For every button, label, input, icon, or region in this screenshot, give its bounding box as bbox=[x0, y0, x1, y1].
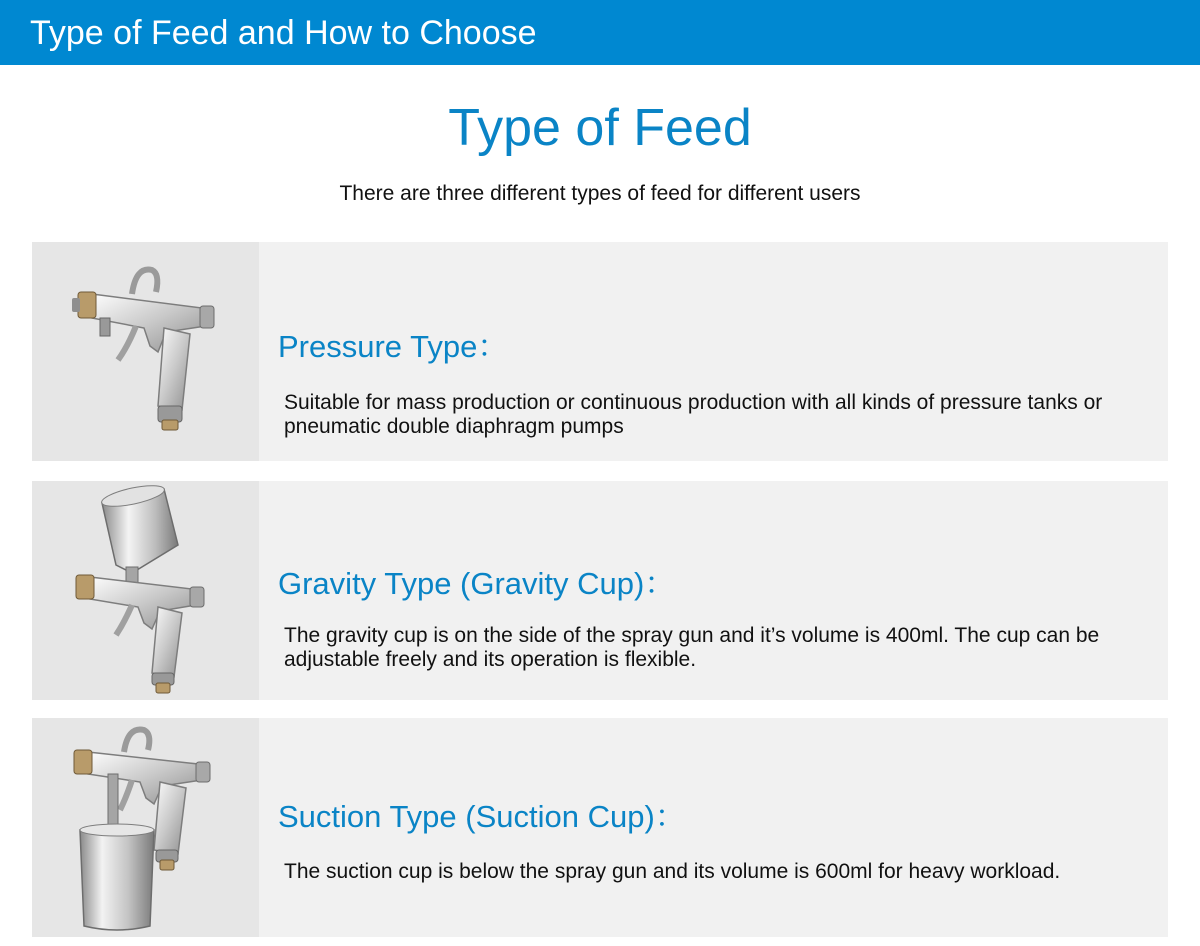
header-bar bbox=[0, 0, 1200, 65]
feed-card-suction bbox=[32, 718, 1168, 937]
feed-heading-pressure: Pressure Type： bbox=[278, 329, 509, 364]
feed-image-suction bbox=[32, 718, 259, 937]
suction-spray-gun-icon bbox=[32, 718, 259, 937]
pressure-spray-gun-icon bbox=[32, 242, 259, 461]
page-subtitle: There are three different types of feed for different users bbox=[339, 182, 861, 205]
feed-description-pressure: Suitable for mass production or continuous production with all kinds of pressure tanks or pneumatic double diaphragm pumps bbox=[284, 391, 1103, 438]
page-title: Type of Feed bbox=[448, 99, 752, 157]
feed-description-suction: The suction cup is below the spray gun and its volume is 600ml for heavy workload. bbox=[284, 860, 1061, 883]
gravity-spray-gun-icon bbox=[32, 481, 259, 700]
feed-card-pressure bbox=[32, 242, 1168, 461]
feed-heading-suction: Suction Type (Suction Cup)： bbox=[278, 799, 686, 834]
feed-heading-gravity: Gravity Type (Gravity Cup)： bbox=[278, 566, 676, 601]
header-title: Type of Feed and How to Choose bbox=[30, 14, 537, 52]
feed-card-gravity bbox=[32, 481, 1168, 700]
feed-image-gravity bbox=[32, 481, 259, 700]
feed-image-pressure bbox=[32, 242, 259, 461]
feed-description-gravity: The gravity cup is on the side of the spray gun and it’s volume is 400ml. The cup can be adjustable freely and its operation is flexible. bbox=[284, 624, 1100, 671]
